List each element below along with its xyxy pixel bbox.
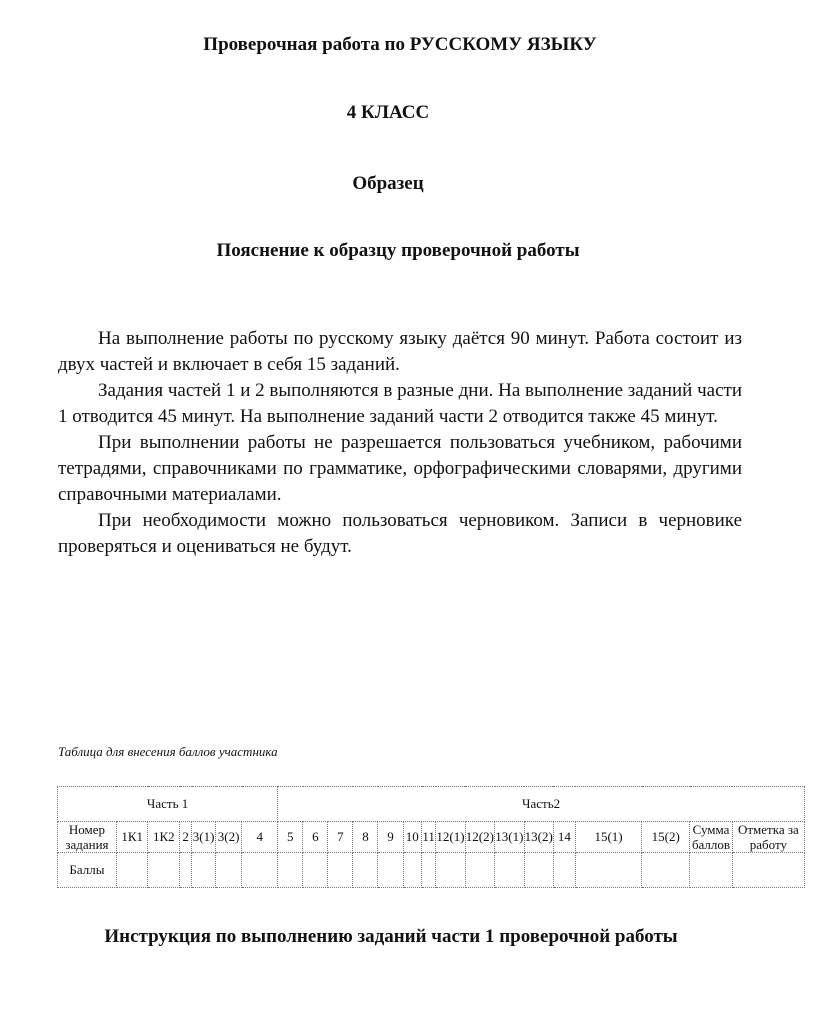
paragraph: При выполнении работы не разрешается пользоваться учебником, рабочими тетрадями, справочниками по грамматике, орфографическими словарями, другими справочными материалами. <box>58 432 742 505</box>
score-table <box>57 786 805 888</box>
score-cell[interactable] <box>553 853 575 888</box>
task-cell: 3(2) <box>216 822 242 853</box>
task-cell: 1К2 <box>148 822 180 853</box>
score-cell[interactable] <box>180 853 192 888</box>
task-cell: 2 <box>180 822 192 853</box>
task-cell: 4 <box>242 822 278 853</box>
table-caption: Таблица для внесения баллов участника <box>58 744 278 759</box>
task-cell: 11 <box>422 822 436 853</box>
task-cell: 9 <box>378 822 403 853</box>
task-cell: 15(1) <box>575 822 642 853</box>
score-cell[interactable] <box>216 853 242 888</box>
part2-header: Часть2 <box>278 787 805 822</box>
score-cell[interactable] <box>524 853 553 888</box>
table-row <box>58 787 805 822</box>
score-cell[interactable] <box>278 853 303 888</box>
mark-label: Отметка за работу <box>732 822 804 853</box>
paragraph: На выполнение работы по русскому языку даётся 90 минут. Работа состоит из двух частей и включает в себя 15 заданий. <box>58 328 742 375</box>
task-cell: 12(1) <box>436 822 465 853</box>
score-cell[interactable] <box>465 853 494 888</box>
task-cell: 1К1 <box>116 822 148 853</box>
instructions-title: Инструкция по выполнению заданий части 1 проверочной работы <box>104 926 678 947</box>
score-cell[interactable] <box>192 853 216 888</box>
task-cell: 7 <box>328 822 353 853</box>
sample-title: Образец <box>352 173 424 194</box>
task-cell: 15(2) <box>642 822 690 853</box>
task-cell: 5 <box>278 822 303 853</box>
sum-label: Сумма баллов <box>690 822 733 853</box>
explanation-body <box>58 326 742 560</box>
task-cell: 10 <box>403 822 422 853</box>
task-number-label: Номер задания <box>58 822 117 853</box>
paragraph: При необходимости можно пользоваться черновиком. Записи в черновике проверяться и оцениваться не будут. <box>58 510 742 557</box>
task-cell: 13(2) <box>524 822 553 853</box>
paragraph: Задания частей 1 и 2 выполняются в разные дни. На выполнение заданий части 1 отводится 45 минут. На выполнение заданий части 2 отводится также 45 минут. <box>58 380 742 427</box>
document-title: Проверочная работа по РУССКОМУ ЯЗЫКУ <box>203 34 597 55</box>
score-cell[interactable] <box>495 853 524 888</box>
score-cell[interactable] <box>422 853 436 888</box>
task-cell: 14 <box>553 822 575 853</box>
part1-header: Часть 1 <box>58 787 278 822</box>
score-cell[interactable] <box>148 853 180 888</box>
score-row-label: Баллы <box>58 853 117 888</box>
table-row <box>58 822 805 853</box>
score-cell[interactable] <box>303 853 328 888</box>
sum-cell[interactable] <box>690 853 733 888</box>
score-cell[interactable] <box>378 853 403 888</box>
score-cell[interactable] <box>642 853 690 888</box>
score-cell[interactable] <box>403 853 422 888</box>
task-cell: 3(1) <box>192 822 216 853</box>
explanation-title: Пояснение к образцу проверочной работы <box>216 240 580 261</box>
grade-title: 4 КЛАСС <box>346 102 430 123</box>
score-cell[interactable] <box>436 853 465 888</box>
task-cell: 13(1) <box>495 822 524 853</box>
score-cell[interactable] <box>242 853 278 888</box>
task-cell: 6 <box>303 822 328 853</box>
task-cell: 12(2) <box>465 822 494 853</box>
score-cell[interactable] <box>116 853 148 888</box>
task-cell: 8 <box>353 822 378 853</box>
mark-cell[interactable] <box>732 853 804 888</box>
score-cell[interactable] <box>575 853 642 888</box>
score-cell[interactable] <box>353 853 378 888</box>
table-row <box>58 853 805 888</box>
score-cell[interactable] <box>328 853 353 888</box>
